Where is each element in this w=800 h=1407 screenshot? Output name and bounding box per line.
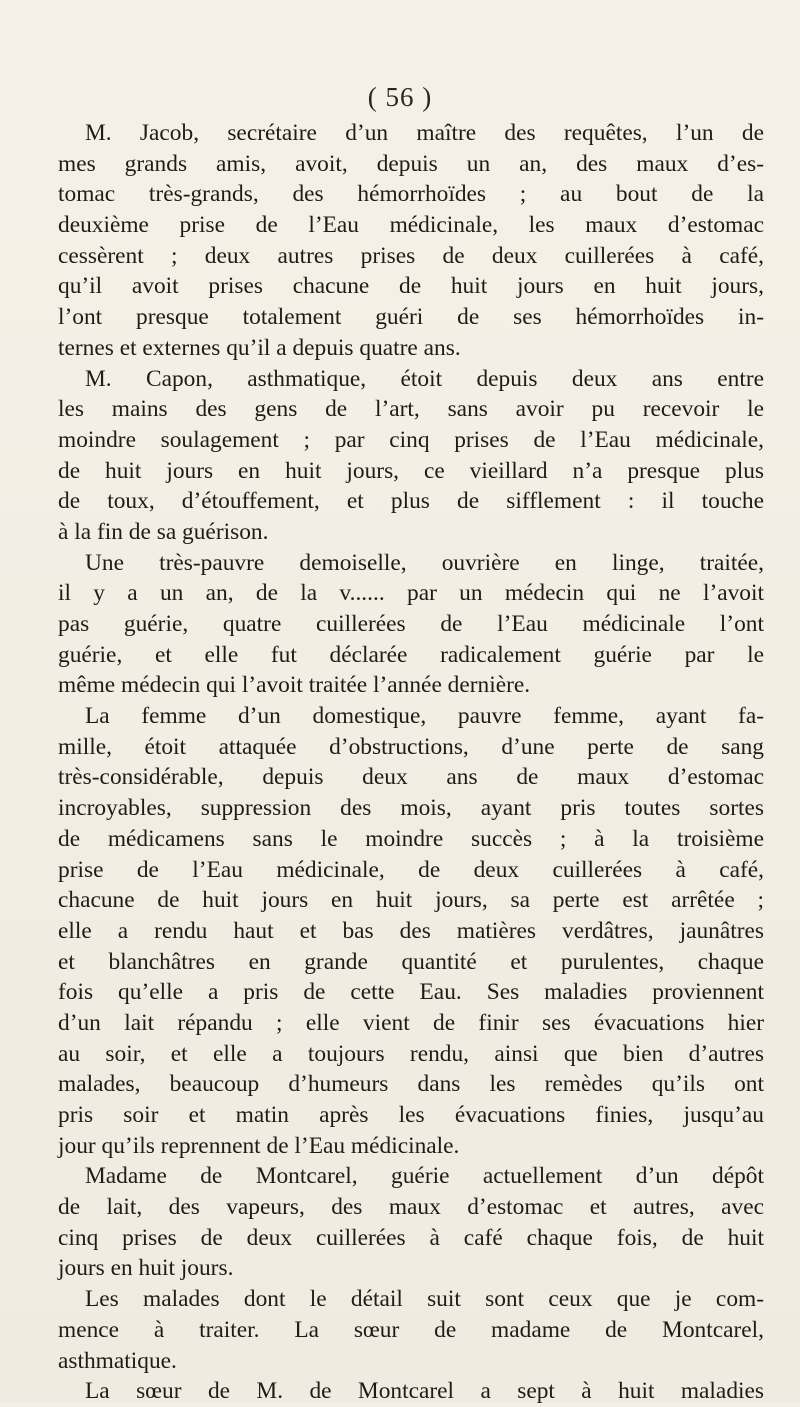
text-line: qu’il avoit prises chacune de huit jours en huit jours,	[58, 273, 764, 300]
text-line: au soir, et elle a toujours rendu, ainsi que bien d’autres	[58, 1040, 764, 1067]
text-line: Une très-pauvre demoiselle, ouvrière en linge, traitée,	[85, 549, 764, 576]
text-line: tomac très-grands, des hémorrhoïdes ; au bout de la	[58, 181, 764, 208]
text-line: moindre soulagement ; par cinq prises de l’Eau médicinale,	[58, 426, 764, 453]
text-line: pris soir et matin après les évacuations finies, jusqu’au	[58, 1102, 764, 1128]
text-line: deuxième prise de l’Eau médicinale, les maux d’estomac	[58, 212, 764, 239]
text-line: chacune de huit jours en huit jours, sa perte est arrêtée ;	[58, 887, 764, 914]
text-line: incroyables, suppression des mois, ayant pris toutes sortes	[58, 795, 764, 822]
body-text	[58, 118, 764, 1407]
text-line: jour qu’ils reprennent de l’Eau médicinale.	[58, 1132, 460, 1159]
text-line: La sœur de M. de Montcarel a sept à huit maladies	[85, 1378, 764, 1405]
text-line: même médecin qui l’avoit traitée l’année dernière.	[58, 672, 531, 699]
text-line: asthmatique.	[58, 1347, 177, 1374]
text-line: guérie, et elle fut déclarée radicalement guérie par le	[58, 641, 764, 668]
text-line: de huit jours en huit jours, ce vieillard n’a presque plus	[58, 457, 764, 484]
text-line: de médicamens sans le moindre succès ; à la troisième	[58, 825, 764, 852]
text-line: fois qu’elle a pris de cette Eau. Ses maladies proviennent	[58, 979, 764, 1006]
text-line: La femme d’un domestique, pauvre femme, ayant fa-	[85, 703, 764, 730]
text-line: les mains des gens de l’art, sans avoir pu recevoir le	[58, 396, 764, 423]
text-line: cinq prises de deux cuillerées à café chaque fois, de huit	[58, 1224, 764, 1251]
text-line: jours en huit jours.	[58, 1255, 234, 1282]
text-line: M. Jacob, secrétaire d’un maître des requêtes, l’un de	[85, 120, 764, 146]
text-line: mence à traiter. La sœur de madame de Montcarel,	[58, 1316, 764, 1343]
text-line: à la fin de sa guérison.	[58, 518, 269, 545]
text-line: d’un lait répandu ; elle vient de finir ses évacuations hier	[58, 1009, 764, 1036]
text-line: de toux, d’étouffement, et plus de sifflement : il touche	[58, 488, 764, 515]
text-line: l’ont presque totalement guéri de ses hémorrhoïdes in-	[58, 304, 764, 331]
text-line: Madame de Montcarel, guérie actuellement d’un dépôt	[85, 1163, 764, 1190]
text-line: Les malades dont le détail suit sont ceux que je com-	[85, 1286, 764, 1313]
text-line: il y a un an, de la v...... par un médecin qui ne l’avoit	[58, 580, 764, 607]
text-line: très-considérable, depuis deux ans de maux d’estomac	[58, 764, 764, 791]
text-line: M. Capon, asthmatique, étoit depuis deux ans entre	[85, 365, 764, 392]
text-line: elle a rendu haut et bas des matières verdâtres, jaunâtres	[58, 917, 764, 944]
text-line: malades, beaucoup d’humeurs dans les remèdes qu’ils ont	[58, 1071, 764, 1098]
text-line: pas guérie, quatre cuillerées de l’Eau médicinale l’ont	[58, 611, 764, 637]
text-line: mes grands amis, avoit, depuis un an, des maux d’es-	[58, 150, 764, 177]
text-line: de lait, des vapeurs, des maux d’estomac et autres, avec	[58, 1194, 764, 1221]
text-line: et blanchâtres en grande quantité et purulentes, chaque	[58, 948, 764, 975]
text-line: ternes et externes qu’il a depuis quatre ans.	[58, 334, 461, 361]
text-line: mille, étoit attaquée d’obstructions, d’une perte de sang	[58, 733, 764, 760]
page-number: ( 56 )	[367, 82, 433, 112]
text-line: prise de l’Eau médicinale, de deux cuillerées à café,	[58, 856, 764, 883]
text-line: cessèrent ; deux autres prises de deux cuillerées à café,	[58, 242, 764, 269]
